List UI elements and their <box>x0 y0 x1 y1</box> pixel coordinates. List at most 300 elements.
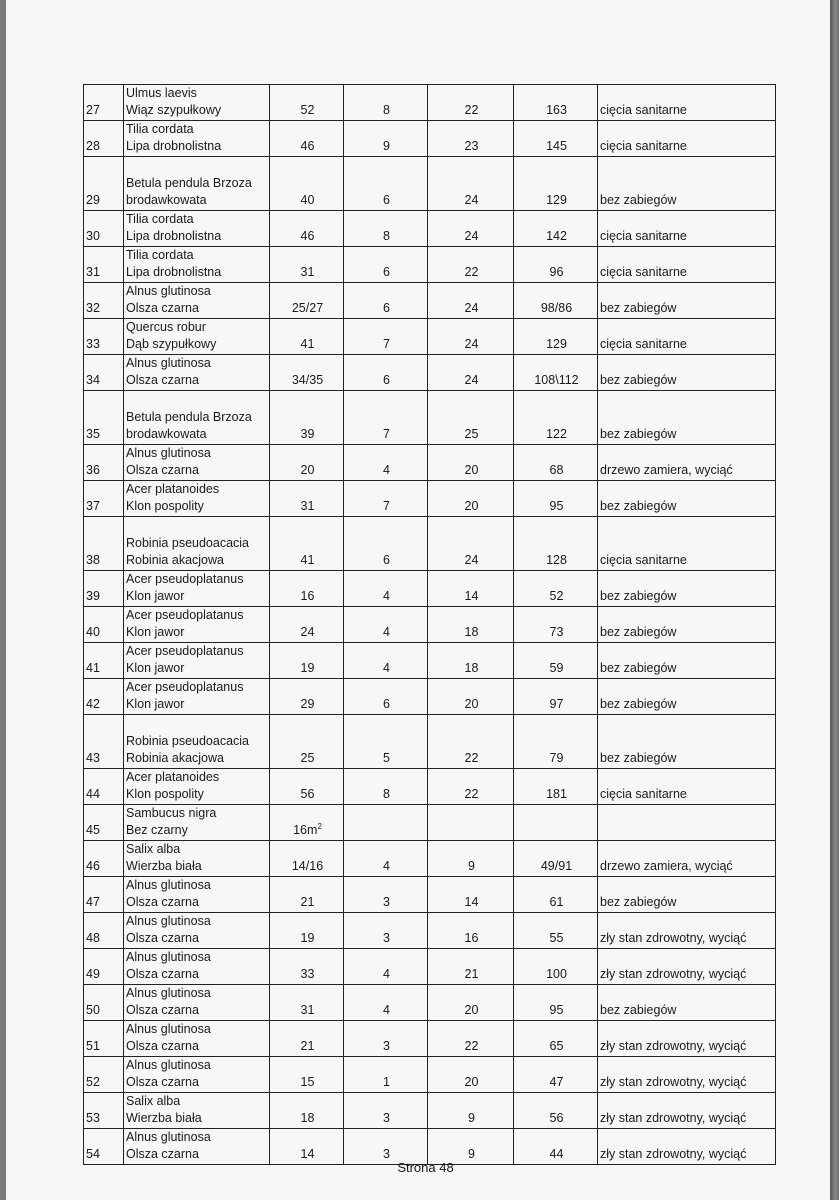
height-value: 7 <box>344 319 428 355</box>
trunk-value: 122 <box>514 391 598 445</box>
crown-value: 22 <box>428 715 514 769</box>
page-number: Strona 48 <box>397 1160 454 1175</box>
species-name <box>124 355 270 391</box>
tree-number: 34 <box>84 355 124 391</box>
species-name <box>124 1093 270 1129</box>
crown-value: 24 <box>428 517 514 571</box>
tree-number: 35 <box>84 391 124 445</box>
table-row <box>84 949 776 985</box>
latin-name: Betula pendula Brzoza <box>126 410 252 424</box>
height-value: 6 <box>344 157 428 211</box>
circumference-text: 34/35 <box>291 373 324 387</box>
circumference-text: 25/27 <box>291 301 324 315</box>
species-name <box>124 319 270 355</box>
table-row <box>84 715 776 769</box>
table-row <box>84 1093 776 1129</box>
latin-name: Acer pseudoplatanus <box>126 572 244 586</box>
circumference-text: 33 <box>300 967 315 981</box>
height-value: 6 <box>344 679 428 715</box>
table-row <box>84 571 776 607</box>
circumference-value <box>270 445 344 481</box>
recommendation-text: bez zabiegów <box>598 643 776 679</box>
table-row <box>84 355 776 391</box>
polish-name: Wierzba biała <box>126 859 202 873</box>
crown-value: 24 <box>428 283 514 319</box>
tree-number: 48 <box>84 913 124 949</box>
latin-name: Sambucus nigra <box>126 806 217 820</box>
table-row <box>84 481 776 517</box>
polish-name: Olsza czarna <box>126 931 199 945</box>
recommendation-text: cięcia sanitarne <box>598 211 776 247</box>
latin-name: Betula pendula Brzoza <box>126 176 252 190</box>
crown-value: 9 <box>428 841 514 877</box>
crown-value: 24 <box>428 157 514 211</box>
circumference-text: 21 <box>300 1039 315 1053</box>
tree-number: 45 <box>84 805 124 841</box>
latin-name: Alnus glutinosa <box>126 1058 211 1072</box>
table-row <box>84 769 776 805</box>
species-name <box>124 517 270 571</box>
table-row <box>84 517 776 571</box>
trunk-value: 108\112 <box>514 355 598 391</box>
height-value: 4 <box>344 445 428 481</box>
species-name <box>124 1021 270 1057</box>
trunk-value: 97 <box>514 679 598 715</box>
crown-value: 23 <box>428 121 514 157</box>
trunk-value: 181 <box>514 769 598 805</box>
latin-name: Acer platanoides <box>126 770 220 784</box>
recommendation-text <box>598 805 776 841</box>
table-row <box>84 841 776 877</box>
polish-name: Klon jawor <box>126 661 185 675</box>
polish-name: Olsza czarna <box>126 967 199 981</box>
table-row <box>84 679 776 715</box>
table-row <box>84 643 776 679</box>
circumference-value <box>270 121 344 157</box>
height-value: 4 <box>344 949 428 985</box>
circumference-value <box>270 679 344 715</box>
height-value: 6 <box>344 517 428 571</box>
tree-number: 28 <box>84 121 124 157</box>
recommendation-text: bez zabiegów <box>598 607 776 643</box>
circumference-value <box>270 913 344 949</box>
trunk-value: 98/86 <box>514 283 598 319</box>
recommendation-text: cięcia sanitarne <box>598 319 776 355</box>
polish-name: Olsza czarna <box>126 301 199 315</box>
crown-value: 14 <box>428 877 514 913</box>
tree-number: 41 <box>84 643 124 679</box>
circumference-text: 46 <box>300 229 315 243</box>
recommendation-text: cięcia sanitarne <box>598 85 776 121</box>
species-name <box>124 121 270 157</box>
circumference-value <box>270 391 344 445</box>
crown-value: 24 <box>428 355 514 391</box>
table-row <box>84 121 776 157</box>
trunk-value: 145 <box>514 121 598 157</box>
height-value: 8 <box>344 769 428 805</box>
species-name <box>124 985 270 1021</box>
circumference-value <box>270 985 344 1021</box>
table-row <box>84 391 776 445</box>
tree-number: 46 <box>84 841 124 877</box>
circumference-text: 21 <box>300 895 315 909</box>
crown-value: 9 <box>428 1093 514 1129</box>
tree-number: 30 <box>84 211 124 247</box>
polish-name: Robinia akacjowa <box>126 751 224 765</box>
tree-number: 52 <box>84 1057 124 1093</box>
circumference-text: 18 <box>300 1111 315 1125</box>
species-name <box>124 679 270 715</box>
table-row <box>84 1021 776 1057</box>
trunk-value: 44 <box>514 1129 598 1165</box>
circumference-value <box>270 319 344 355</box>
crown-value: 18 <box>428 607 514 643</box>
circumference-value <box>270 607 344 643</box>
circumference-value <box>270 877 344 913</box>
scan-edge <box>830 0 839 1200</box>
circumference-value <box>270 157 344 211</box>
circumference-text: 39 <box>300 427 315 441</box>
table-row <box>84 913 776 949</box>
species-name <box>124 247 270 283</box>
crown-value: 22 <box>428 769 514 805</box>
tree-number: 42 <box>84 679 124 715</box>
trunk-value: 128 <box>514 517 598 571</box>
circumference-text: 41 <box>300 337 315 351</box>
latin-name: Tilia cordata <box>126 248 194 262</box>
circumference-text: 41 <box>300 553 315 567</box>
tree-number: 39 <box>84 571 124 607</box>
species-name <box>124 805 270 841</box>
latin-name: Alnus glutinosa <box>126 1130 211 1144</box>
tree-number: 40 <box>84 607 124 643</box>
trunk-value: 100 <box>514 949 598 985</box>
circumference-text: 14 <box>300 1147 315 1161</box>
table-row <box>84 1057 776 1093</box>
species-name <box>124 949 270 985</box>
species-name <box>124 607 270 643</box>
latin-name: Alnus glutinosa <box>126 950 211 964</box>
species-name <box>124 715 270 769</box>
recommendation-text: zły stan zdrowotny, wyciąć <box>598 1057 776 1093</box>
polish-name: Klon pospolity <box>126 787 204 801</box>
height-value: 7 <box>344 481 428 517</box>
crown-value <box>428 805 514 841</box>
crown-value: 14 <box>428 571 514 607</box>
recommendation-text: drzewo zamiera, wyciąć <box>598 445 776 481</box>
recommendation-text: cięcia sanitarne <box>598 517 776 571</box>
latin-name: Alnus glutinosa <box>126 1022 211 1036</box>
trunk-value: 52 <box>514 571 598 607</box>
circumference-text: 20 <box>300 463 315 477</box>
crown-value: 22 <box>428 247 514 283</box>
tree-number: 31 <box>84 247 124 283</box>
polish-name: Robinia akacjowa <box>126 553 224 567</box>
circumference-value <box>270 715 344 769</box>
recommendation-text: bez zabiegów <box>598 481 776 517</box>
polish-name: Lipa drobnolistna <box>126 229 222 243</box>
height-value <box>344 805 428 841</box>
polish-name: Lipa drobnolistna <box>126 265 222 279</box>
tree-number: 38 <box>84 517 124 571</box>
circumference-value <box>270 643 344 679</box>
polish-name: Wiąz szypułkowy <box>126 103 222 117</box>
latin-name: Robinia pseudoacacia <box>126 734 250 748</box>
species-name <box>124 391 270 445</box>
circumference-value <box>270 247 344 283</box>
crown-value: 24 <box>428 319 514 355</box>
polish-name: Olsza czarna <box>126 1075 199 1089</box>
circumference-value <box>270 805 344 841</box>
circumference-value <box>270 211 344 247</box>
latin-name: Acer platanoides <box>126 482 220 496</box>
recommendation-text: bez zabiegów <box>598 985 776 1021</box>
species-name <box>124 769 270 805</box>
crown-value: 24 <box>428 211 514 247</box>
table-row <box>84 445 776 481</box>
trunk-value: 65 <box>514 1021 598 1057</box>
trunk-value: 129 <box>514 319 598 355</box>
height-value: 3 <box>344 1021 428 1057</box>
polish-name: Klon jawor <box>126 625 185 639</box>
species-name <box>124 211 270 247</box>
crown-value: 18 <box>428 643 514 679</box>
polish-name: brodawkowata <box>126 427 207 441</box>
species-name <box>124 445 270 481</box>
latin-name: Alnus glutinosa <box>126 914 211 928</box>
height-value: 1 <box>344 1057 428 1093</box>
height-value: 4 <box>344 607 428 643</box>
tree-number: 44 <box>84 769 124 805</box>
table-row <box>84 85 776 121</box>
table-row <box>84 985 776 1021</box>
crown-value: 9 <box>428 1129 514 1165</box>
circumference-value <box>270 481 344 517</box>
height-value: 8 <box>344 85 428 121</box>
trunk-value: 55 <box>514 913 598 949</box>
table-row <box>84 247 776 283</box>
polish-name: Olsza czarna <box>126 373 199 387</box>
circumference-text: 29 <box>300 697 315 711</box>
circumference-value <box>270 949 344 985</box>
species-name <box>124 85 270 121</box>
crown-value: 20 <box>428 985 514 1021</box>
latin-name: Tilia cordata <box>126 212 194 226</box>
trunk-value: 47 <box>514 1057 598 1093</box>
table-row <box>84 607 776 643</box>
circumference-value <box>270 1057 344 1093</box>
polish-name: Dąb szypułkowy <box>126 337 217 351</box>
circumference-text: 19 <box>300 661 315 675</box>
circumference-text: 46 <box>300 139 315 153</box>
trunk-value: 68 <box>514 445 598 481</box>
table-row <box>84 805 776 841</box>
circumference-value <box>270 283 344 319</box>
recommendation-text: zły stan zdrowotny, wyciąć <box>598 1021 776 1057</box>
polish-name: Klon pospolity <box>126 499 204 513</box>
circumference-text: 25 <box>300 751 315 765</box>
species-name <box>124 571 270 607</box>
species-name <box>124 841 270 877</box>
crown-value: 20 <box>428 1057 514 1093</box>
species-name <box>124 1057 270 1093</box>
crown-value: 20 <box>428 445 514 481</box>
latin-name: Acer pseudoplatanus <box>126 644 244 658</box>
height-value: 3 <box>344 1129 428 1165</box>
crown-value: 25 <box>428 391 514 445</box>
latin-name: Ulmus laevis <box>126 86 197 100</box>
latin-name: Tilia cordata <box>126 122 194 136</box>
trunk-value: 49/91 <box>514 841 598 877</box>
height-value: 6 <box>344 283 428 319</box>
polish-name: Bez czarny <box>126 823 188 837</box>
height-value: 3 <box>344 913 428 949</box>
height-value: 4 <box>344 841 428 877</box>
height-value: 6 <box>344 355 428 391</box>
recommendation-text: drzewo zamiera, wyciąć <box>598 841 776 877</box>
tree-number: 36 <box>84 445 124 481</box>
height-value: 3 <box>344 1093 428 1129</box>
recommendation-text: bez zabiegów <box>598 157 776 211</box>
tree-number: 29 <box>84 157 124 211</box>
document-page <box>6 0 830 1200</box>
recommendation-text: bez zabiegów <box>598 355 776 391</box>
tree-number: 37 <box>84 481 124 517</box>
circumference-value <box>270 769 344 805</box>
trunk-value: 95 <box>514 985 598 1021</box>
trunk-value: 73 <box>514 607 598 643</box>
species-name <box>124 283 270 319</box>
species-name <box>124 913 270 949</box>
height-value: 8 <box>344 211 428 247</box>
circumference-text: 52 <box>300 103 315 117</box>
circumference-text: 31 <box>300 499 315 513</box>
recommendation-text: bez zabiegów <box>598 877 776 913</box>
circumference-text: 19 <box>300 931 315 945</box>
circumference-text: 16m <box>293 823 318 837</box>
trunk-value <box>514 805 598 841</box>
table-row <box>84 877 776 913</box>
recommendation-text: bez zabiegów <box>598 571 776 607</box>
latin-name: Alnus glutinosa <box>126 986 211 1000</box>
polish-name: Olsza czarna <box>126 1039 199 1053</box>
table-row <box>84 157 776 211</box>
latin-name: Alnus glutinosa <box>126 356 211 370</box>
circumference-text: 31 <box>300 1003 315 1017</box>
height-value: 5 <box>344 715 428 769</box>
recommendation-text: bez zabiegów <box>598 679 776 715</box>
height-value: 3 <box>344 877 428 913</box>
latin-name: Alnus glutinosa <box>126 284 211 298</box>
circumference-value <box>270 355 344 391</box>
polish-name: brodawkowata <box>126 193 207 207</box>
crown-value: 21 <box>428 949 514 985</box>
species-name <box>124 643 270 679</box>
tree-number: 33 <box>84 319 124 355</box>
circumference-text: 56 <box>300 787 315 801</box>
crown-value: 22 <box>428 85 514 121</box>
table-row <box>84 283 776 319</box>
trunk-value: 61 <box>514 877 598 913</box>
height-value: 7 <box>344 391 428 445</box>
tree-number: 50 <box>84 985 124 1021</box>
recommendation-text: zły stan zdrowotny, wyciąć <box>598 1129 776 1165</box>
recommendation-text: bez zabiegów <box>598 715 776 769</box>
table-row <box>84 211 776 247</box>
recommendation-text: cięcia sanitarne <box>598 247 776 283</box>
latin-name: Acer pseudoplatanus <box>126 608 244 622</box>
tree-number: 49 <box>84 949 124 985</box>
table-row <box>84 319 776 355</box>
latin-name: Acer pseudoplatanus <box>126 680 244 694</box>
trunk-value: 79 <box>514 715 598 769</box>
latin-name: Quercus robur <box>126 320 206 334</box>
tree-number: 51 <box>84 1021 124 1057</box>
crown-value: 16 <box>428 913 514 949</box>
polish-name: Olsza czarna <box>126 463 199 477</box>
recommendation-text: bez zabiegów <box>598 391 776 445</box>
circumference-text: 24 <box>300 625 315 639</box>
circumference-value <box>270 517 344 571</box>
trunk-value: 95 <box>514 481 598 517</box>
polish-name: Klon jawor <box>126 589 185 603</box>
trunk-value: 142 <box>514 211 598 247</box>
tree-number: 43 <box>84 715 124 769</box>
polish-name: Olsza czarna <box>126 895 199 909</box>
height-value: 9 <box>344 121 428 157</box>
species-name <box>124 877 270 913</box>
recommendation-text: zły stan zdrowotny, wyciąć <box>598 913 776 949</box>
species-name <box>124 157 270 211</box>
trunk-value: 59 <box>514 643 598 679</box>
circumference-value <box>270 1021 344 1057</box>
latin-name: Salix alba <box>126 1094 181 1108</box>
polish-name: Olsza czarna <box>126 1147 199 1161</box>
circumference-value <box>270 85 344 121</box>
latin-name: Salix alba <box>126 842 181 856</box>
circumference-value <box>270 841 344 877</box>
recommendation-text: cięcia sanitarne <box>598 121 776 157</box>
height-value: 6 <box>344 247 428 283</box>
polish-name: Klon jawor <box>126 697 185 711</box>
polish-name: Lipa drobnolistna <box>126 139 222 153</box>
recommendation-text: zły stan zdrowotny, wyciąć <box>598 1093 776 1129</box>
circumference-superscript: 2 <box>317 821 322 831</box>
circumference-text: 40 <box>300 193 315 207</box>
crown-value: 20 <box>428 481 514 517</box>
recommendation-text: zły stan zdrowotny, wyciąć <box>598 949 776 985</box>
polish-name: Olsza czarna <box>126 1003 199 1017</box>
crown-value: 22 <box>428 1021 514 1057</box>
tree-number: 53 <box>84 1093 124 1129</box>
height-value: 4 <box>344 643 428 679</box>
circumference-text: 14/16 <box>291 859 324 873</box>
crown-value: 20 <box>428 679 514 715</box>
height-value: 4 <box>344 571 428 607</box>
trunk-value: 56 <box>514 1093 598 1129</box>
height-value: 4 <box>344 985 428 1021</box>
latin-name: Alnus glutinosa <box>126 878 211 892</box>
circumference-text: 31 <box>300 265 315 279</box>
polish-name: Wierzba biała <box>126 1111 202 1125</box>
tree-number: 27 <box>84 85 124 121</box>
recommendation-text: bez zabiegów <box>598 283 776 319</box>
circumference-value <box>270 571 344 607</box>
trunk-value: 129 <box>514 157 598 211</box>
circumference-text: 15 <box>300 1075 315 1089</box>
trunk-value: 163 <box>514 85 598 121</box>
latin-name: Alnus glutinosa <box>126 446 211 460</box>
